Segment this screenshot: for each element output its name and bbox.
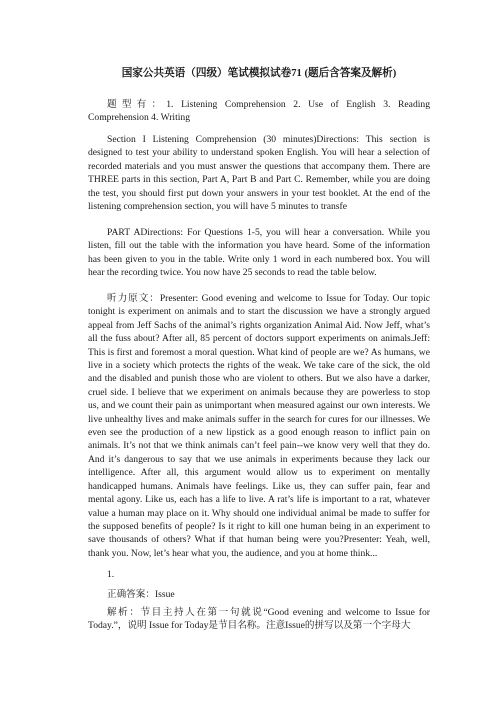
question-types: 题型有：1. Listening Comprehension 2. Use of English 3. Reading Comprehension 4. Writing — [88, 99, 430, 124]
correct-answer: 正确答案：Issue — [107, 589, 175, 600]
answer-analysis: 解析：节目主持人在第一句就说“Good evening and welcome to Issue for Today.”，说明 Issue for Today是节目名称。注意Issue的拼写以及第一个字母大 — [88, 607, 430, 632]
question-number: 1. — [107, 569, 115, 580]
listening-transcript: 听力原文：Presenter: Good evening and welcome to Issue for Today. Our topic tonight is experiment on animals and to start the discussion we have a strongly argued appeal from Jeff Sachs of the animal’s rights organization Animal Aid. Now Jeff, what’s all the fuss about? After all, 85 percent of doctors support experiments on animals.Jeff: This is first and foremost a moral question. What kind of people are we? As humans, we live in a society which protects the rights of the weak. We take care of the sick, the old and the disabled and punish those who are violent to others. But we also have a darker, cruel side. I believe that we experiment on animals because they are powerless to stop us, and we count their pain as unimportant when measured against our own interests. We live unhealthy lives and make animals suffer in the search for cures for our illnesses. We even see the production of a new lipstick as a good enough reason to inflict pain on animals. It’s not that we think animals can’t feel pain--we know very well that they do. And it’s dangerous to say that we use animals in experiments because they lack our intelligence. After all, this argument would allow us to experiment on mentally handicapped humans. Animals have feelings. Like us, they can suffer pain, fear and mental agony. Like us, each has a life to live. A rat’s life is important to a rat, whatever value a human may place on it. Why should one individual animal be made to suffer for the supposed benefits of people? Is it right to kill one human being in an experiment to save thousands of others? What if that human being were you?Presenter: Yeah, well, thank you. Now, let’s hear what you, the audience, and you at home think... — [88, 293, 430, 559]
part-a-directions: PART ADirections: For Questions 1-5, you will hear a conversation. While you listen, fill out the table with the information you have heard. Some of the information has been given to you in the table. Write only 1 word in each numbered box. You will hear the recording twice. You now have 25 seconds to read the table below. — [88, 227, 430, 279]
section-intro: Section I Listening Comprehension (30 minutes)Directions: This section is designed to test your ability to understand spoken English. You will hear a selection of recorded materials and you must answer the questions that accompany them. There are THREE parts in this section, Part A, Part B and Part C. Remember, while you are doing the test, you should first put down your answers in your test booklet. At the end of the listening comprehension section, you will have 5 minutes to transfe — [88, 134, 430, 213]
page-title: 国家公共英语（四级）笔试模拟试卷71 (题后含答案及解析) — [121, 68, 397, 79]
